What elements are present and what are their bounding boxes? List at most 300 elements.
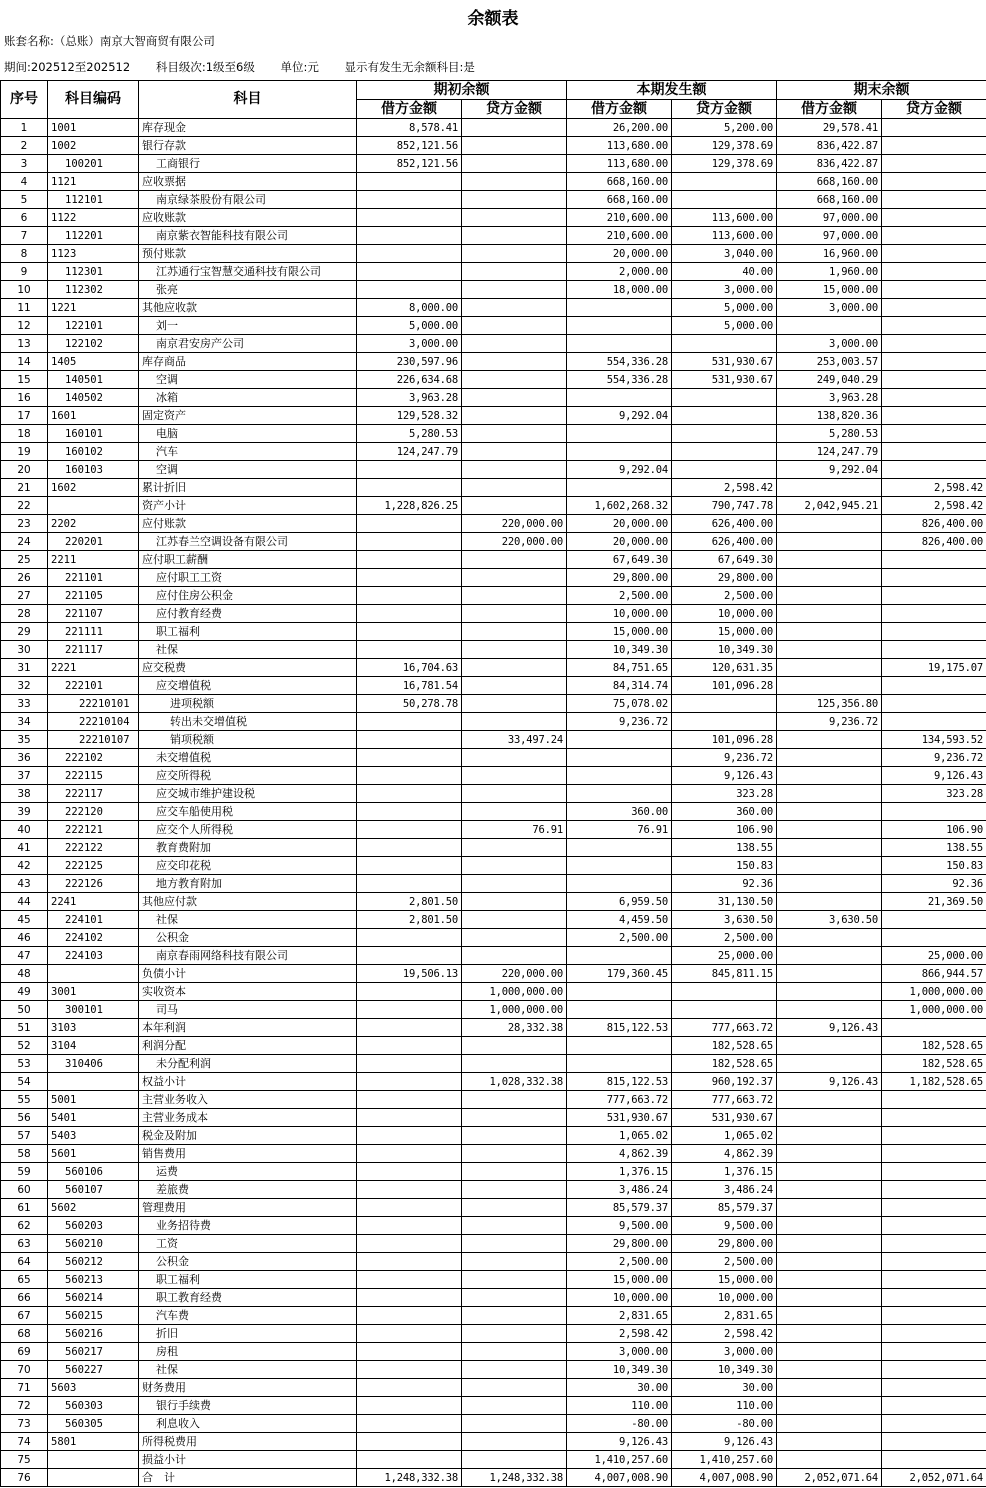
current-credit-cell xyxy=(672,983,777,1001)
closing-debit-cell xyxy=(777,893,882,911)
code-cell: 560212 xyxy=(48,1253,139,1271)
closing-credit-cell xyxy=(882,1379,986,1397)
code-cell: 2211 xyxy=(48,551,139,569)
account-name-cell: 社保 xyxy=(139,641,357,659)
current-credit-cell: 9,500.00 xyxy=(672,1217,777,1235)
seq-cell: 52 xyxy=(1,1037,48,1055)
opening-credit-cell xyxy=(462,1379,567,1397)
closing-credit-cell xyxy=(882,1415,986,1433)
current-credit-cell: 2,500.00 xyxy=(672,929,777,947)
table-row xyxy=(1,1271,986,1289)
closing-credit-cell: 2,052,071.64 xyxy=(882,1469,986,1487)
table-row xyxy=(1,1307,986,1325)
closing-credit-cell xyxy=(882,1289,986,1307)
header-name: 科目 xyxy=(139,81,357,119)
closing-credit-cell xyxy=(882,1235,986,1253)
current-debit-cell xyxy=(567,785,672,803)
table-row xyxy=(1,533,986,551)
header-seq: 序号 xyxy=(1,81,48,119)
current-debit-cell: 110.00 xyxy=(567,1397,672,1415)
current-credit-cell: 10,000.00 xyxy=(672,1289,777,1307)
opening-credit-cell xyxy=(462,1271,567,1289)
current-credit-cell: 360.00 xyxy=(672,803,777,821)
closing-debit-cell: 836,422.87 xyxy=(777,137,882,155)
table-row xyxy=(1,1073,986,1091)
opening-debit-cell xyxy=(357,929,462,947)
closing-debit-cell: 5,280.53 xyxy=(777,425,882,443)
code-cell: 222122 xyxy=(48,839,139,857)
closing-debit-cell: 29,578.41 xyxy=(777,119,882,137)
closing-credit-cell xyxy=(882,1343,986,1361)
code-cell: 222126 xyxy=(48,875,139,893)
account-name-cell: 其他应收款 xyxy=(139,299,357,317)
code-cell: 160103 xyxy=(48,461,139,479)
account-name-cell: 汽车 xyxy=(139,443,357,461)
header-opening-debit: 借方金额 xyxy=(357,100,462,119)
current-credit-cell xyxy=(672,1001,777,1019)
current-credit-cell: 323.28 xyxy=(672,785,777,803)
code-cell xyxy=(48,1469,139,1487)
account-name-cell: 所得税费用 xyxy=(139,1433,357,1451)
opening-credit-cell xyxy=(462,677,567,695)
code-cell: 5801 xyxy=(48,1433,139,1451)
table-row xyxy=(1,641,986,659)
current-credit-cell: 9,126.43 xyxy=(672,767,777,785)
seq-cell: 53 xyxy=(1,1055,48,1073)
current-debit-cell: 3,000.00 xyxy=(567,1343,672,1361)
seq-cell: 27 xyxy=(1,587,48,605)
account-name-cell: 南京绿茶股份有限公司 xyxy=(139,191,357,209)
seq-cell: 49 xyxy=(1,983,48,1001)
seq-cell: 16 xyxy=(1,389,48,407)
code-cell: 221105 xyxy=(48,587,139,605)
current-credit-cell: 113,600.00 xyxy=(672,227,777,245)
table-row xyxy=(1,209,986,227)
opening-credit-cell xyxy=(462,1343,567,1361)
current-debit-cell: 777,663.72 xyxy=(567,1091,672,1109)
current-credit-cell: 40.00 xyxy=(672,263,777,281)
seq-cell: 65 xyxy=(1,1271,48,1289)
current-debit-cell: 113,680.00 xyxy=(567,155,672,173)
code-cell: 5401 xyxy=(48,1109,139,1127)
closing-debit-cell xyxy=(777,821,882,839)
opening-credit-cell xyxy=(462,785,567,803)
seq-cell: 31 xyxy=(1,659,48,677)
table-row xyxy=(1,875,986,893)
opening-debit-cell xyxy=(357,461,462,479)
opening-credit-cell xyxy=(462,443,567,461)
current-debit-cell: 4,862.39 xyxy=(567,1145,672,1163)
table-row xyxy=(1,371,986,389)
seq-cell: 17 xyxy=(1,407,48,425)
current-credit-cell: 182,528.65 xyxy=(672,1037,777,1055)
current-credit-cell xyxy=(672,713,777,731)
opening-debit-cell: 230,597.96 xyxy=(357,353,462,371)
code-cell: 112302 xyxy=(48,281,139,299)
opening-credit-cell xyxy=(462,839,567,857)
current-credit-cell: 2,598.42 xyxy=(672,479,777,497)
opening-debit-cell: 852,121.56 xyxy=(357,155,462,173)
current-credit-cell: 15,000.00 xyxy=(672,623,777,641)
account-name-cell: 社保 xyxy=(139,1361,357,1379)
closing-credit-cell: 1,000,000.00 xyxy=(882,983,986,1001)
closing-debit-cell: 16,960.00 xyxy=(777,245,882,263)
opening-credit-cell xyxy=(462,659,567,677)
table-row xyxy=(1,515,986,533)
account-name-cell: 社保 xyxy=(139,911,357,929)
current-debit-cell: 2,831.65 xyxy=(567,1307,672,1325)
closing-credit-cell xyxy=(882,551,986,569)
seq-cell: 24 xyxy=(1,533,48,551)
opening-credit-cell xyxy=(462,335,567,353)
closing-debit-cell xyxy=(777,641,882,659)
closing-credit-cell xyxy=(882,1451,986,1469)
code-cell: 5403 xyxy=(48,1127,139,1145)
closing-debit-cell xyxy=(777,857,882,875)
opening-credit-cell xyxy=(462,407,567,425)
opening-credit-cell xyxy=(462,551,567,569)
closing-debit-cell xyxy=(777,1055,882,1073)
code-cell: 1121 xyxy=(48,173,139,191)
account-name-cell: 江苏春兰空调设备有限公司 xyxy=(139,533,357,551)
table-row xyxy=(1,983,986,1001)
table-row xyxy=(1,335,986,353)
table-row xyxy=(1,911,986,929)
account-name-cell: 库存现金 xyxy=(139,119,357,137)
current-debit-cell: 1,602,268.32 xyxy=(567,497,672,515)
current-debit-cell: 20,000.00 xyxy=(567,245,672,263)
seq-cell: 8 xyxy=(1,245,48,263)
seq-cell: 33 xyxy=(1,695,48,713)
code-cell: 560305 xyxy=(48,1415,139,1433)
opening-debit-cell xyxy=(357,713,462,731)
closing-debit-cell: 15,000.00 xyxy=(777,281,882,299)
opening-credit-cell: 220,000.00 xyxy=(462,515,567,533)
code-cell: 560213 xyxy=(48,1271,139,1289)
current-credit-cell: 67,649.30 xyxy=(672,551,777,569)
current-debit-cell: 18,000.00 xyxy=(567,281,672,299)
closing-debit-cell xyxy=(777,731,882,749)
current-debit-cell: 6,959.50 xyxy=(567,893,672,911)
table-row xyxy=(1,1235,986,1253)
current-debit-cell: 15,000.00 xyxy=(567,1271,672,1289)
closing-debit-cell xyxy=(777,1271,882,1289)
closing-debit-cell xyxy=(777,1343,882,1361)
closing-debit-cell xyxy=(777,1415,882,1433)
current-credit-cell xyxy=(672,335,777,353)
code-cell: 5001 xyxy=(48,1091,139,1109)
closing-debit-cell: 9,126.43 xyxy=(777,1019,882,1037)
table-row xyxy=(1,623,986,641)
closing-debit-cell: 9,126.43 xyxy=(777,1073,882,1091)
closing-debit-cell xyxy=(777,983,882,1001)
table-row xyxy=(1,227,986,245)
opening-credit-cell xyxy=(462,1361,567,1379)
code-cell: 560203 xyxy=(48,1217,139,1235)
seq-cell: 62 xyxy=(1,1217,48,1235)
current-credit-cell: 1,376.15 xyxy=(672,1163,777,1181)
closing-credit-cell xyxy=(882,1397,986,1415)
code-cell: 1002 xyxy=(48,137,139,155)
seq-cell: 68 xyxy=(1,1325,48,1343)
opening-credit-cell xyxy=(462,317,567,335)
closing-credit-cell xyxy=(882,929,986,947)
opening-debit-cell xyxy=(357,281,462,299)
closing-debit-cell xyxy=(777,1235,882,1253)
code-cell: 22210101 xyxy=(48,695,139,713)
current-credit-cell: 9,236.72 xyxy=(672,749,777,767)
current-debit-cell: 10,000.00 xyxy=(567,1289,672,1307)
period-label: 期间:202512至202512 xyxy=(4,60,131,74)
closing-credit-cell xyxy=(882,317,986,335)
seq-cell: 25 xyxy=(1,551,48,569)
code-cell: 560216 xyxy=(48,1325,139,1343)
seq-cell: 6 xyxy=(1,209,48,227)
table-row xyxy=(1,749,986,767)
code-cell: 221111 xyxy=(48,623,139,641)
code-cell: 112301 xyxy=(48,263,139,281)
seq-cell: 42 xyxy=(1,857,48,875)
current-debit-cell: 2,500.00 xyxy=(567,929,672,947)
code-cell: 3103 xyxy=(48,1019,139,1037)
current-credit-cell: 85,579.37 xyxy=(672,1199,777,1217)
account-name-cell: 应交印花税 xyxy=(139,857,357,875)
closing-credit-cell xyxy=(882,443,986,461)
closing-debit-cell: 97,000.00 xyxy=(777,209,882,227)
account-name-cell: 负债小计 xyxy=(139,965,357,983)
account-name-cell: 未交增值税 xyxy=(139,749,357,767)
seq-cell: 7 xyxy=(1,227,48,245)
current-credit-cell: 92.36 xyxy=(672,875,777,893)
table-row xyxy=(1,479,986,497)
opening-credit-cell xyxy=(462,947,567,965)
code-cell xyxy=(48,965,139,983)
current-debit-cell xyxy=(567,767,672,785)
current-debit-cell xyxy=(567,1001,672,1019)
opening-debit-cell xyxy=(357,1397,462,1415)
seq-cell: 51 xyxy=(1,1019,48,1037)
opening-credit-cell xyxy=(462,245,567,263)
current-debit-cell: 26,200.00 xyxy=(567,119,672,137)
opening-credit-cell xyxy=(462,1037,567,1055)
opening-credit-cell xyxy=(462,1235,567,1253)
account-name-cell: 公积金 xyxy=(139,1253,357,1271)
current-debit-cell xyxy=(567,857,672,875)
account-name-cell: 损益小计 xyxy=(139,1451,357,1469)
seq-cell: 50 xyxy=(1,1001,48,1019)
seq-cell: 73 xyxy=(1,1415,48,1433)
account-name-cell: 应收账款 xyxy=(139,209,357,227)
closing-credit-cell xyxy=(882,119,986,137)
code-cell: 224101 xyxy=(48,911,139,929)
closing-credit-cell: 9,236.72 xyxy=(882,749,986,767)
current-debit-cell xyxy=(567,749,672,767)
closing-debit-cell xyxy=(777,533,882,551)
opening-debit-cell xyxy=(357,623,462,641)
seq-cell: 61 xyxy=(1,1199,48,1217)
closing-credit-cell xyxy=(882,425,986,443)
table-row xyxy=(1,461,986,479)
closing-credit-cell xyxy=(882,461,986,479)
closing-debit-cell: 3,630.50 xyxy=(777,911,882,929)
opening-credit-cell xyxy=(462,461,567,479)
opening-credit-cell xyxy=(462,389,567,407)
closing-credit-cell xyxy=(882,155,986,173)
opening-debit-cell xyxy=(357,839,462,857)
closing-credit-cell: 134,593.52 xyxy=(882,731,986,749)
current-credit-cell: 2,598.42 xyxy=(672,1325,777,1343)
closing-credit-cell: 826,400.00 xyxy=(882,515,986,533)
closing-credit-cell xyxy=(882,1361,986,1379)
opening-credit-cell xyxy=(462,227,567,245)
account-name-cell: 职工教育经费 xyxy=(139,1289,357,1307)
current-credit-cell: 5,200.00 xyxy=(672,119,777,137)
current-debit-cell: 668,160.00 xyxy=(567,191,672,209)
current-debit-cell: 1,376.15 xyxy=(567,1163,672,1181)
opening-credit-cell xyxy=(462,191,567,209)
current-credit-cell: 29,800.00 xyxy=(672,569,777,587)
current-debit-cell xyxy=(567,443,672,461)
closing-debit-cell: 253,003.57 xyxy=(777,353,882,371)
table-row xyxy=(1,1469,986,1487)
closing-credit-cell xyxy=(882,1199,986,1217)
closing-debit-cell xyxy=(777,1145,882,1163)
opening-debit-cell xyxy=(357,1361,462,1379)
closing-debit-cell xyxy=(777,1109,882,1127)
current-debit-cell: 85,579.37 xyxy=(567,1199,672,1217)
opening-credit-cell xyxy=(462,1415,567,1433)
closing-credit-cell: 92.36 xyxy=(882,875,986,893)
opening-debit-cell: 16,704.63 xyxy=(357,659,462,677)
opening-credit-cell xyxy=(462,857,567,875)
opening-credit-cell xyxy=(462,1397,567,1415)
code-cell: 560106 xyxy=(48,1163,139,1181)
closing-debit-cell xyxy=(777,317,882,335)
closing-credit-cell xyxy=(882,173,986,191)
closing-debit-cell xyxy=(777,569,882,587)
opening-debit-cell xyxy=(357,1001,462,1019)
opening-credit-cell xyxy=(462,371,567,389)
code-cell: 560217 xyxy=(48,1343,139,1361)
account-name-cell: 南京君安房产公司 xyxy=(139,335,357,353)
header-closing-debit: 借方金额 xyxy=(777,100,882,119)
closing-debit-cell xyxy=(777,1361,882,1379)
opening-debit-cell xyxy=(357,1433,462,1451)
current-credit-cell: 15,000.00 xyxy=(672,1271,777,1289)
code-cell: 222125 xyxy=(48,857,139,875)
closing-debit-cell: 668,160.00 xyxy=(777,191,882,209)
code-cell: 300101 xyxy=(48,1001,139,1019)
header-opening: 期初余额 xyxy=(357,81,567,100)
seq-cell: 35 xyxy=(1,731,48,749)
closing-credit-cell xyxy=(882,1433,986,1451)
code-cell: 112201 xyxy=(48,227,139,245)
table-row xyxy=(1,1325,986,1343)
closing-credit-cell: 106.90 xyxy=(882,821,986,839)
current-credit-cell: 626,400.00 xyxy=(672,533,777,551)
current-credit-cell: 626,400.00 xyxy=(672,515,777,533)
account-name-cell: 销项税额 xyxy=(139,731,357,749)
code-cell: 560227 xyxy=(48,1361,139,1379)
opening-credit-cell: 1,000,000.00 xyxy=(462,983,567,1001)
current-credit-cell: 25,000.00 xyxy=(672,947,777,965)
seq-cell: 14 xyxy=(1,353,48,371)
table-row xyxy=(1,191,986,209)
opening-credit-cell xyxy=(462,1217,567,1235)
account-name-cell: 未分配利润 xyxy=(139,1055,357,1073)
account-name-cell: 南京紫衣智能科技有限公司 xyxy=(139,227,357,245)
code-cell: 1405 xyxy=(48,353,139,371)
current-debit-cell xyxy=(567,875,672,893)
account-name-cell: 江苏通行宝智慧交通科技有限公司 xyxy=(139,263,357,281)
account-name-cell: 库存商品 xyxy=(139,353,357,371)
code-cell: 222115 xyxy=(48,767,139,785)
opening-credit-cell xyxy=(462,137,567,155)
code-cell: 5601 xyxy=(48,1145,139,1163)
code-cell: 222102 xyxy=(48,749,139,767)
account-name-cell: 工资 xyxy=(139,1235,357,1253)
closing-credit-cell: 2,598.42 xyxy=(882,497,986,515)
current-credit-cell: -80.00 xyxy=(672,1415,777,1433)
table-row xyxy=(1,1433,986,1451)
closing-debit-cell: 836,422.87 xyxy=(777,155,882,173)
closing-debit-cell xyxy=(777,1127,882,1145)
opening-credit-cell xyxy=(462,911,567,929)
opening-credit-cell xyxy=(462,749,567,767)
opening-credit-cell xyxy=(462,1145,567,1163)
current-credit-cell: 110.00 xyxy=(672,1397,777,1415)
closing-debit-cell xyxy=(777,1433,882,1451)
show-flag-label: 显示有发生无余额科目:是 xyxy=(344,60,475,74)
closing-credit-cell xyxy=(882,227,986,245)
seq-cell: 59 xyxy=(1,1163,48,1181)
current-debit-cell: 1,410,257.60 xyxy=(567,1451,672,1469)
closing-debit-cell: 9,236.72 xyxy=(777,713,882,731)
opening-debit-cell xyxy=(357,1379,462,1397)
closing-credit-cell xyxy=(882,1145,986,1163)
table-row xyxy=(1,1001,986,1019)
opening-debit-cell xyxy=(357,1145,462,1163)
closing-debit-cell: 2,042,945.21 xyxy=(777,497,882,515)
code-cell: 3001 xyxy=(48,983,139,1001)
opening-debit-cell xyxy=(357,263,462,281)
seq-cell: 66 xyxy=(1,1289,48,1307)
closing-debit-cell xyxy=(777,1091,882,1109)
opening-credit-cell xyxy=(462,281,567,299)
opening-debit-cell xyxy=(357,1451,462,1469)
seq-cell: 72 xyxy=(1,1397,48,1415)
current-credit-cell: 790,747.78 xyxy=(672,497,777,515)
code-cell: 3104 xyxy=(48,1037,139,1055)
current-credit-cell: 5,000.00 xyxy=(672,299,777,317)
current-credit-cell xyxy=(672,407,777,425)
opening-debit-cell: 124,247.79 xyxy=(357,443,462,461)
seq-cell: 12 xyxy=(1,317,48,335)
opening-credit-cell xyxy=(462,1127,567,1145)
table-row xyxy=(1,965,986,983)
table-row xyxy=(1,821,986,839)
seq-cell: 21 xyxy=(1,479,48,497)
opening-debit-cell xyxy=(357,983,462,1001)
table-row xyxy=(1,1127,986,1145)
current-credit-cell: 129,378.69 xyxy=(672,137,777,155)
current-debit-cell: 554,336.28 xyxy=(567,353,672,371)
opening-credit-cell xyxy=(462,641,567,659)
table-row xyxy=(1,695,986,713)
closing-debit-cell xyxy=(777,875,882,893)
closing-credit-cell: 866,944.57 xyxy=(882,965,986,983)
table-row xyxy=(1,245,986,263)
